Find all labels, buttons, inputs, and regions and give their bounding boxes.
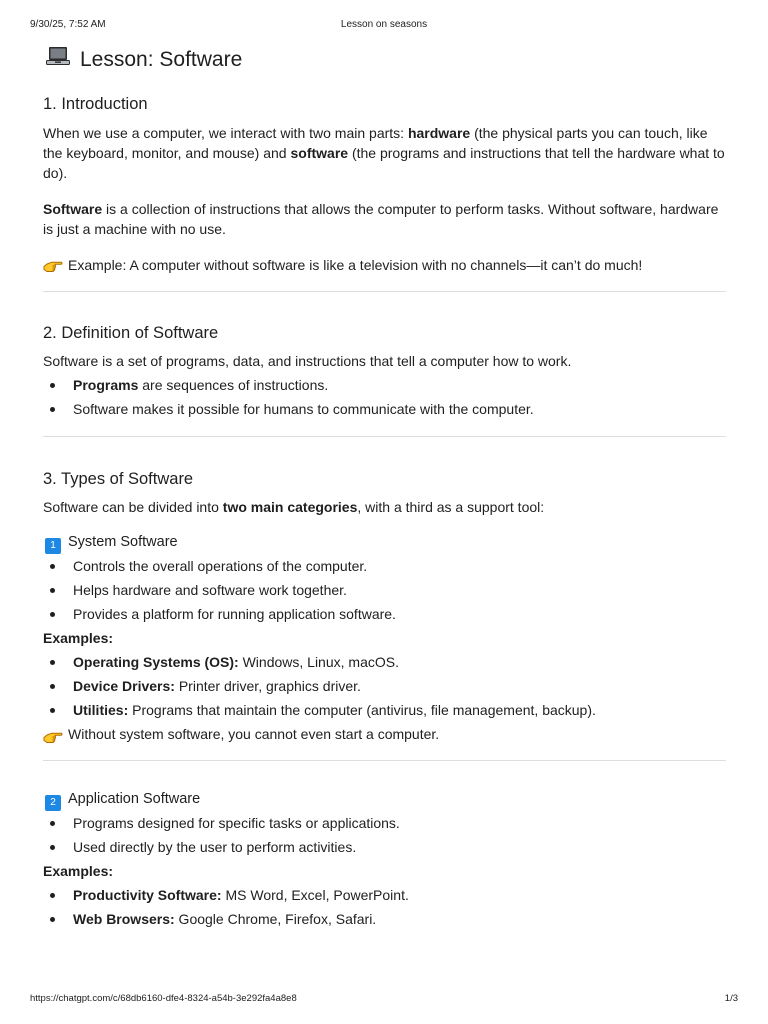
system-examples-list bbox=[43, 650, 726, 722]
intro-example-text: Example: A computer without software is like a television with no channels—it can’t do much! bbox=[68, 257, 643, 273]
lesson-content bbox=[43, 44, 726, 931]
keycap-two-icon: 2 bbox=[45, 795, 61, 811]
text-run: When we use a computer, we interact with two main parts: bbox=[43, 125, 408, 141]
text-run: are sequences of instructions. bbox=[138, 377, 329, 393]
pointing-hand-icon bbox=[43, 727, 63, 741]
example-term: Web Browsers: bbox=[73, 911, 175, 927]
list-item: Provides a platform for running application software. bbox=[43, 602, 726, 626]
examples-label: Examples: bbox=[43, 863, 114, 879]
laptop-icon bbox=[46, 44, 70, 76]
keycap-one-icon: 1 bbox=[45, 538, 61, 554]
print-url: https://chatgpt.com/c/68db6160-dfe4-8324-a54b-3e292fa4a8e8 bbox=[30, 993, 297, 1004]
definition-text: Software is a set of programs, data, and instructions that tell a computer how to work. bbox=[43, 353, 572, 369]
example-text: Windows, Linux, macOS. bbox=[238, 654, 399, 670]
example-term: Device Drivers: bbox=[73, 678, 175, 694]
divider bbox=[43, 760, 726, 761]
term-two-main-categories: two main categories bbox=[222, 499, 358, 515]
system-software-title bbox=[43, 530, 726, 554]
list-item bbox=[43, 907, 726, 931]
section-types-heading: 3. Types of Software bbox=[43, 470, 194, 488]
list-item bbox=[43, 650, 726, 674]
list-item bbox=[43, 373, 726, 397]
list-item: Used directly by the user to perform activities. bbox=[43, 835, 726, 859]
text-run: (the physical parts you can touch, like the keyboard, monitor, and mouse) and bbox=[43, 125, 708, 161]
list-item bbox=[43, 674, 726, 698]
intro-paragraph-2 bbox=[43, 199, 726, 239]
divider bbox=[43, 291, 726, 292]
system-examples-label bbox=[43, 626, 726, 650]
term-hardware: hardware bbox=[407, 125, 471, 141]
text-run: Software can be divided into bbox=[43, 499, 223, 515]
application-examples-list bbox=[43, 883, 726, 931]
examples-label: Examples: bbox=[43, 630, 114, 646]
term-programs: Programs bbox=[73, 377, 139, 393]
list-item: Programs designed for specific tasks or applications. bbox=[43, 811, 726, 835]
list-item bbox=[43, 883, 726, 907]
term-software: software bbox=[290, 145, 349, 161]
example-text: MS Word, Excel, PowerPoint. bbox=[221, 887, 409, 903]
list-item: Controls the overall operations of the computer. bbox=[43, 554, 726, 578]
pointing-hand-icon bbox=[43, 258, 63, 272]
intro-example bbox=[43, 255, 726, 275]
text-run: is a collection of instructions that allows the computer to perform tasks. Without software, hardware is just a machine with no use. bbox=[43, 201, 719, 237]
section-definition-heading: 2. Definition of Software bbox=[43, 324, 219, 342]
lesson-title bbox=[43, 44, 726, 76]
example-term: Utilities: bbox=[73, 702, 129, 718]
example-term: Productivity Software: bbox=[73, 887, 222, 903]
application-examples-label bbox=[43, 859, 726, 883]
print-footer bbox=[30, 993, 738, 1007]
types-intro bbox=[43, 497, 726, 517]
lesson-title-text: Lesson: Software bbox=[80, 48, 243, 71]
list-item: Helps hardware and software work together. bbox=[43, 578, 726, 602]
example-term: Operating Systems (OS): bbox=[73, 654, 239, 670]
example-text: Printer driver, graphics driver. bbox=[174, 678, 361, 694]
system-note bbox=[43, 722, 726, 746]
print-page-title: Lesson on seasons bbox=[340, 19, 428, 30]
application-software-list bbox=[43, 811, 726, 859]
system-software-title-text: System Software bbox=[68, 534, 178, 550]
page-number: 1/3 bbox=[724, 993, 738, 1004]
intro-paragraph-1 bbox=[43, 123, 726, 183]
system-software-list bbox=[43, 554, 726, 626]
example-text: Programs that maintain the computer (antivirus, file management, backup). bbox=[128, 702, 596, 718]
list-item bbox=[43, 698, 726, 722]
text-run: (the programs and instructions that tell the hardware what to do). bbox=[43, 145, 725, 181]
list-item: Software makes it possible for humans to communicate with the computer. bbox=[43, 397, 726, 421]
print-header bbox=[30, 19, 738, 33]
example-text: Google Chrome, Firefox, Safari. bbox=[174, 911, 377, 927]
application-software-title bbox=[43, 787, 726, 811]
section-introduction-heading: 1. Introduction bbox=[43, 95, 148, 113]
text-run: , with a third as a support tool: bbox=[357, 499, 545, 515]
divider bbox=[43, 436, 726, 437]
system-note-text: Without system software, you cannot even start a computer. bbox=[68, 726, 440, 742]
definition-list bbox=[43, 373, 726, 421]
application-software-title-text: Application Software bbox=[68, 791, 201, 807]
print-datetime: 9/30/25, 7:52 AM bbox=[30, 19, 106, 30]
term-software: Software bbox=[43, 201, 103, 217]
